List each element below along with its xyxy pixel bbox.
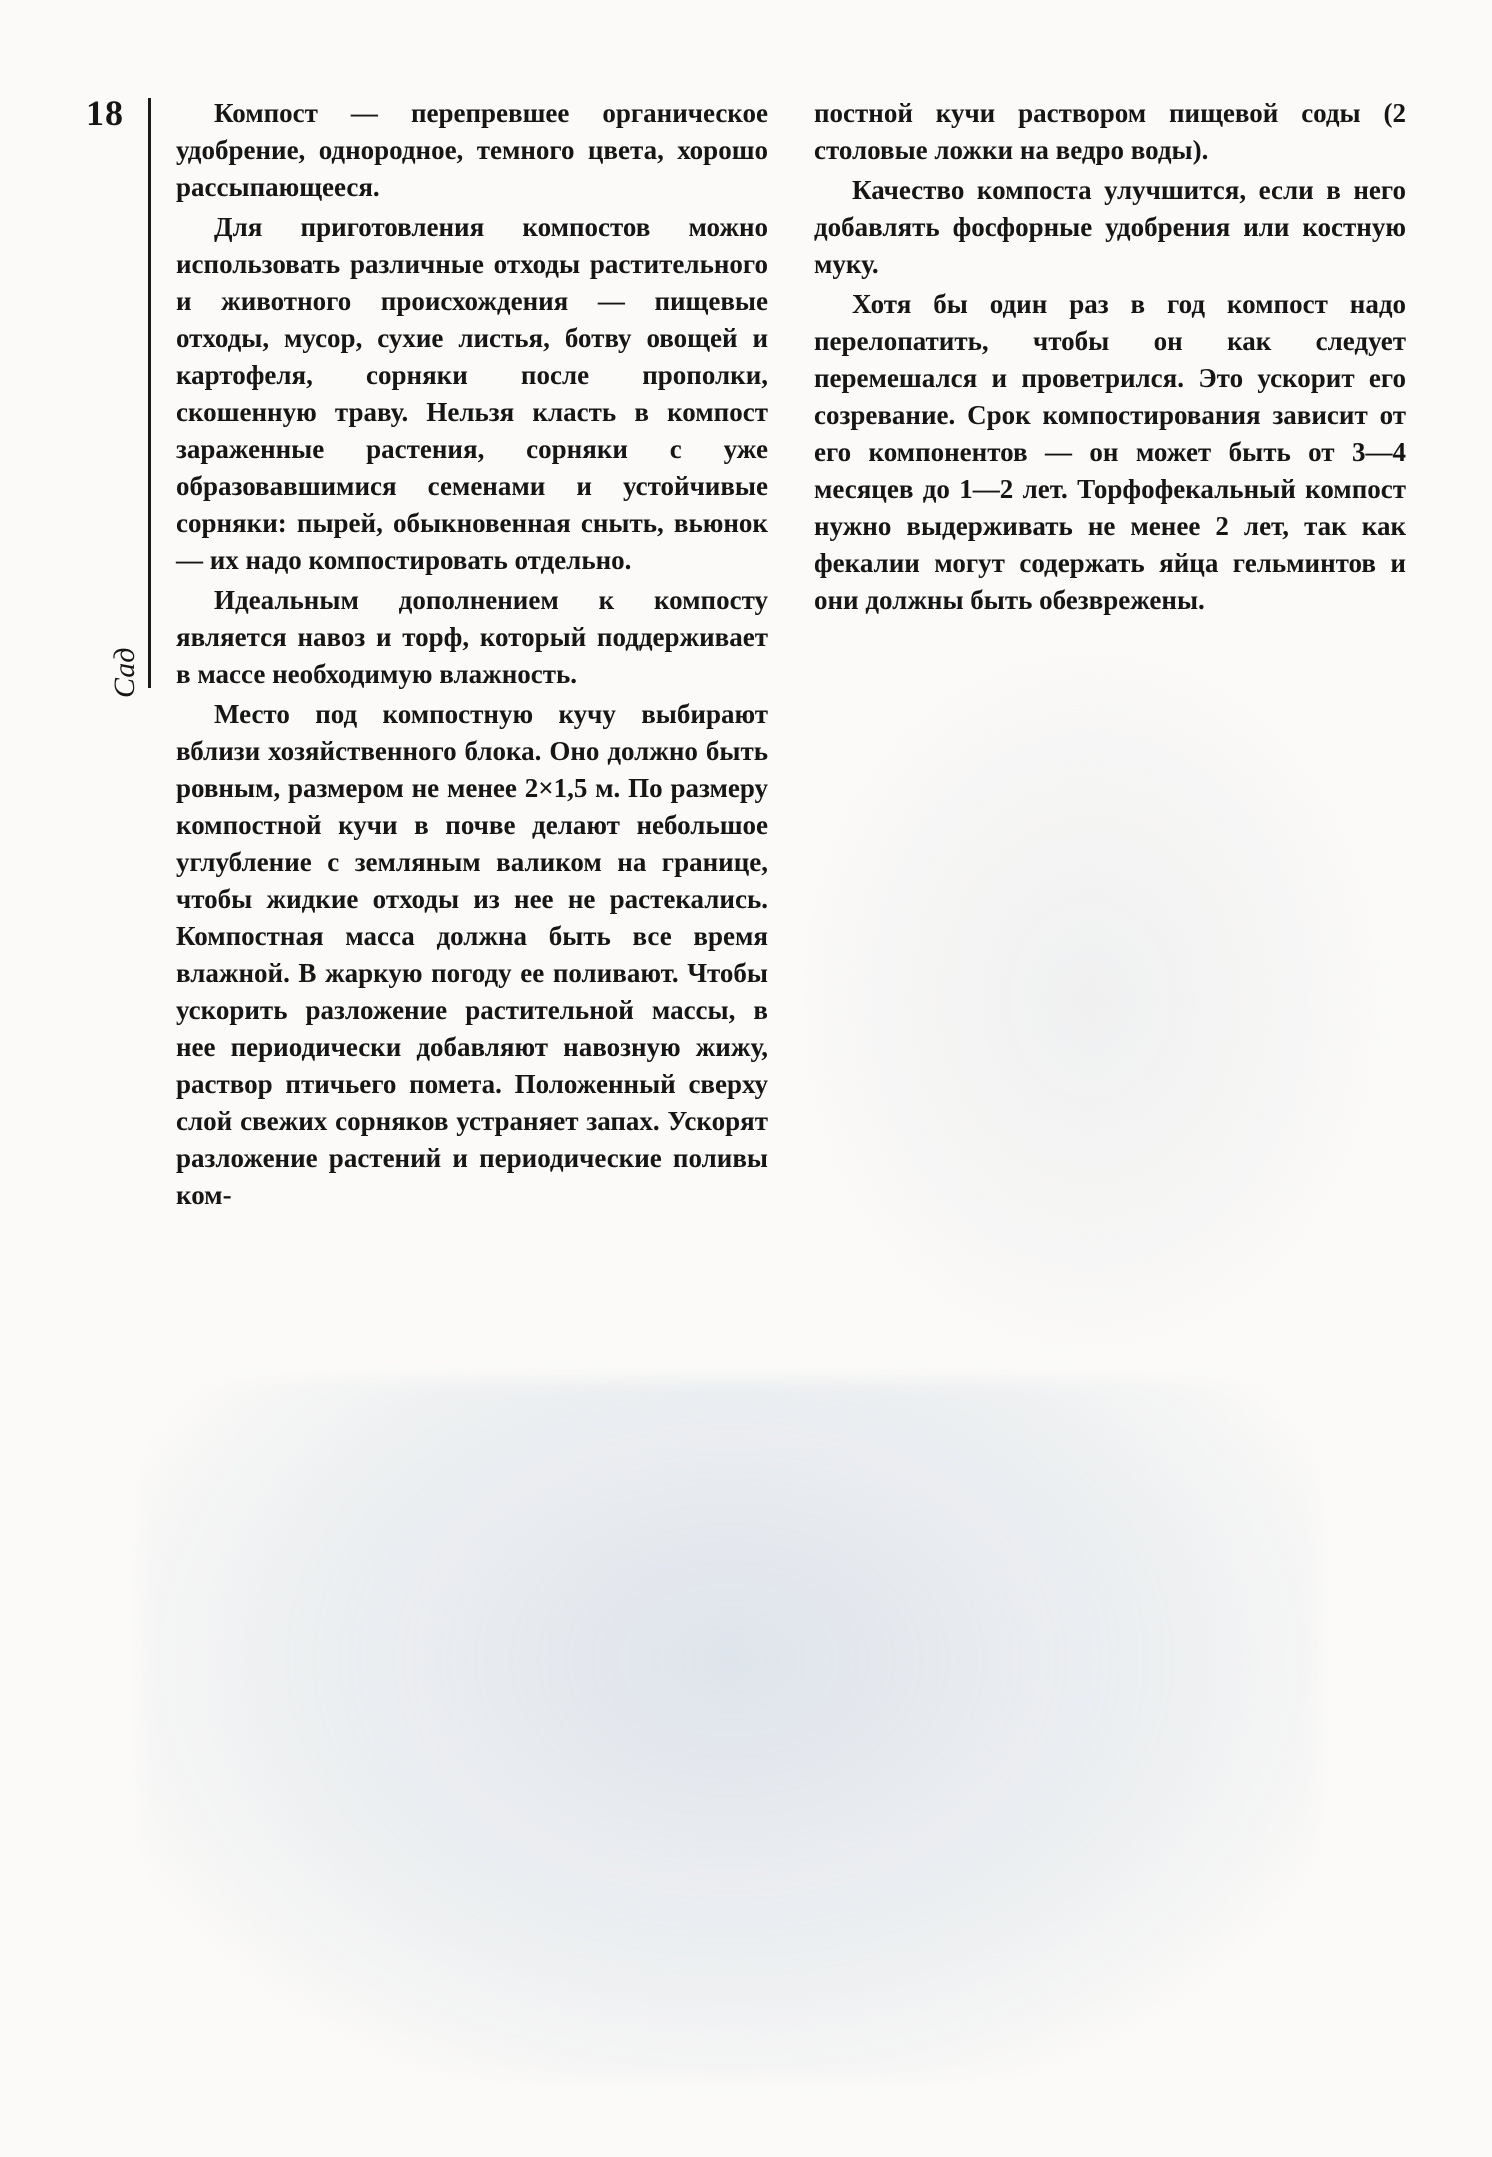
term-compost: Компост [214,98,318,128]
paragraph-compost-definition [176,95,768,206]
definition-text: — перепревшее органическое удобрение, однородное, темного цвета, хорошо рассыпающееся. [176,98,768,202]
paragraph-quality: Качество компоста улучшится, если в него добавлять фосфорные удобрения или костную муку. [814,175,1406,279]
section-label-text: Сад [108,647,141,698]
paragraph-additives: Идеальным дополнением к компосту является навоз и торф, который поддерживает в массе необходимую влажность. [176,585,768,689]
show-through-illustration [140,1380,1320,2080]
paragraph-continuation: постной кучи раствором пищевой соды (2 столовые ложки на ведро воды). [814,98,1406,165]
section-label [108,647,141,728]
show-through-text [800,650,1380,1350]
margin-rule [148,98,151,688]
page-number: 18 [86,93,124,133]
paragraph-location: Место под компостную кучу выбирают вблизи хозяйственного блока. Оно должно быть ровным, размером не менее 2×1,5 м. По размеру компостной кучи в почве делают небольшое углубление с земляным валиком на границе, чтобы жидкие отходы из нее не растекались. Компостная масса должна быть все время влажной. В жаркую погоду ее поливают. Чтобы ускорить разложение растительной массы, в нее периодически добавляют навозную жижу, раствор птичьего помета. Положенный сверху слой свежих сорняков устраняет запах. Ускорят разложение растений и периодические поливы ком- [176,699,768,1210]
left-column [176,95,768,1217]
paragraph-turning: Хотя бы один раз в год компост надо перелопатить, чтобы он как следует перемешался и проветрился. Это ускорит его созревание. Срок компостирования зависит от его компонентов — он может быть от 3—4 месяцев до 1—2 лет. Торфофекальный компост нужно выдерживать не менее 2 лет, так как фекалии могут содержать яйца гельминтов и они должны быть обезврежены. [814,289,1406,615]
right-column [814,95,1406,622]
paragraph-preparation: Для приготовления компостов можно использовать различные отходы растительного и животного происхождения — пищевые отходы, мусор, сухие листья, ботву овощей и картофеля, сорняки после прополки, скошенную траву. Нельзя класть в компост зараженные растения, сорняки с уже образовавшимися семенами и устойчивые сорняки: пырей, обыкновенная сныть, вьюнок — их надо компостировать отдельно. [176,212,768,575]
